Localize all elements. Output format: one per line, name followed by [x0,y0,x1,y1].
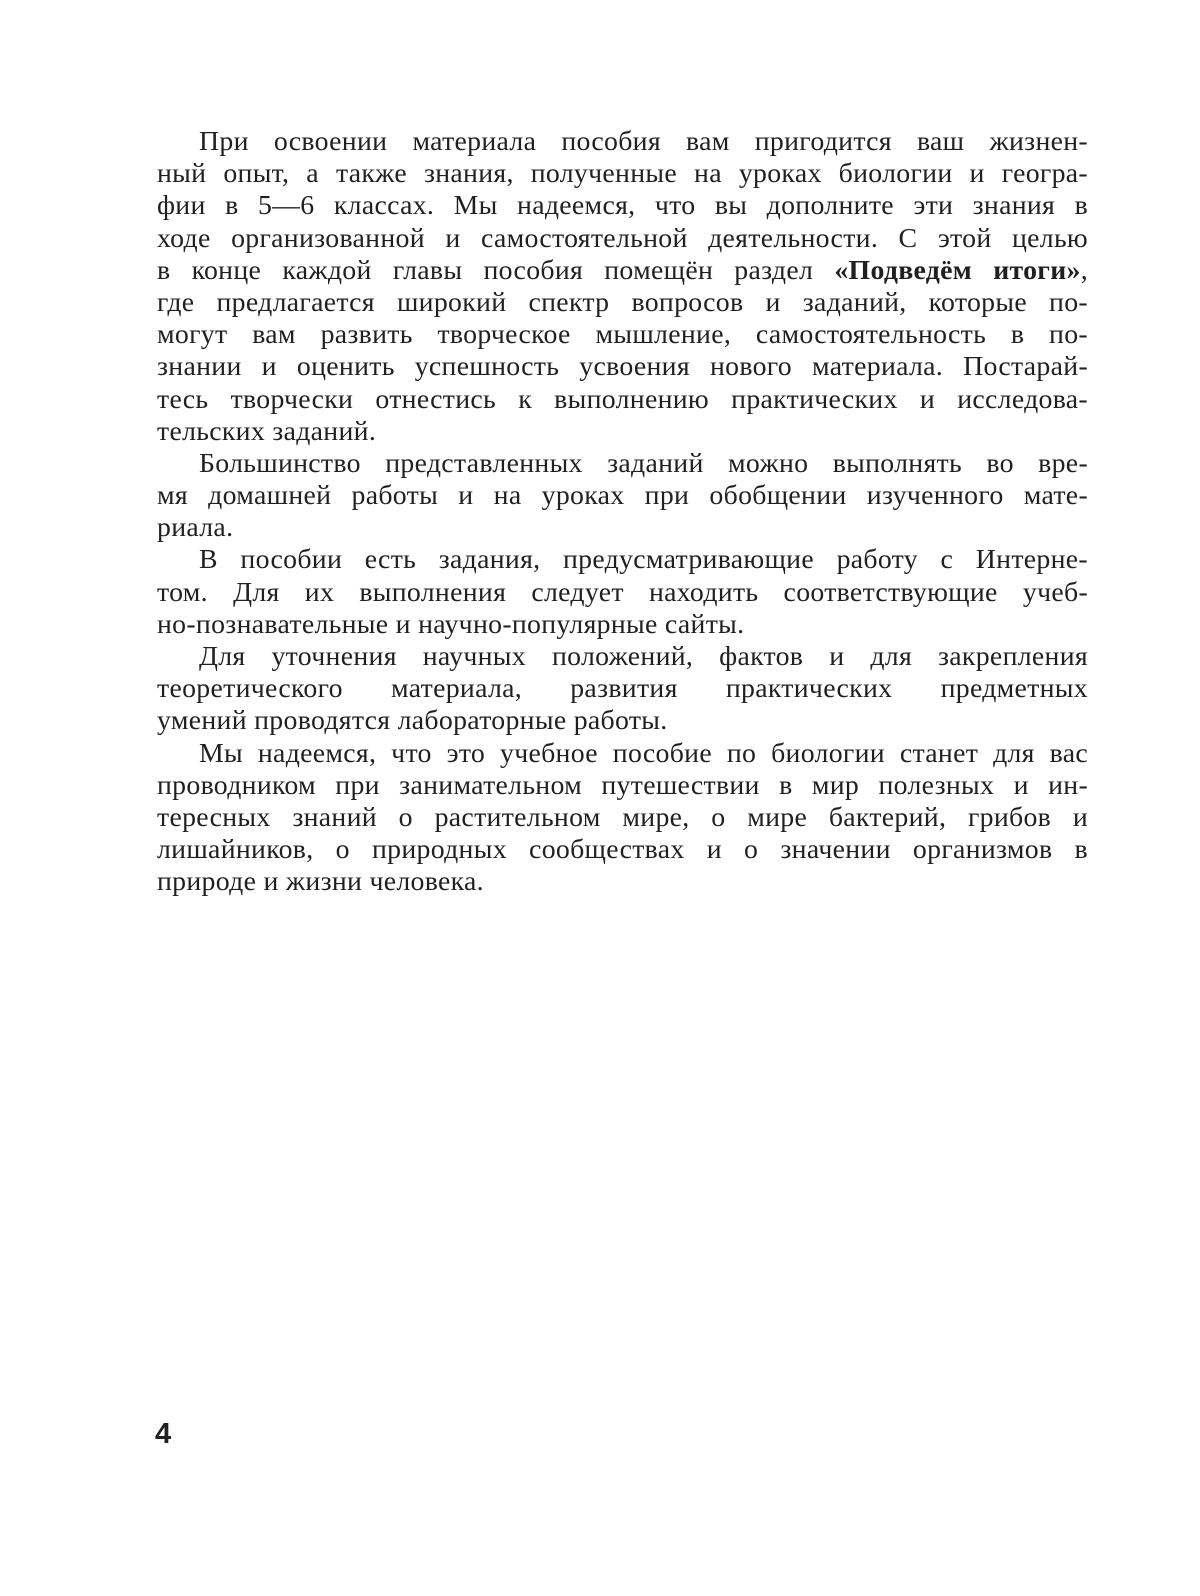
text-line: фии в 5—6 классах. Мы надеемся, что вы дополните эти знания в [157,190,1088,222]
text-line [157,255,1088,287]
text-line: знании и оценить успешность усвоения нового материала. Постарай- [157,351,1088,383]
text-line: умений проводятся лабораторные работы. [157,705,668,737]
text-line: ный опыт, а также знания, полученные на уроках биологии и геогра- [157,158,1088,190]
text-line: природе и жизни человека. [157,866,484,898]
text-line: том. Для их выполнения следует находить соответствующие учеб- [157,576,1088,608]
paragraph [157,448,1088,545]
text-line: В пособии есть задания, предусматривающие работу с Интерне- [199,544,1088,576]
text-run: , [1080,254,1088,286]
text-line: тельских заданий. [157,415,377,447]
paragraph [157,544,1088,641]
page-number: 4 [155,1418,172,1450]
text-line: лишайников, о природных сообществах и о значении организмов в [157,834,1088,866]
paragraph [157,738,1088,899]
body-text [157,126,1088,899]
text-line: проводником при занимательном путешествии в мир полезных и ин- [157,769,1088,801]
text-line: но-познавательные и научно-популярные сайты. [157,608,745,640]
text-line: могут вам развить творческое мышление, самостоятельность в по- [157,319,1088,351]
text-line: риала. [157,512,234,544]
text-line: Большинство представленных заданий можно выполнять во вре- [199,447,1088,479]
section-name-bold: «Подведём итоги» [834,254,1081,286]
text-line: мя домашней работы и на уроках при обобщении изученного мате- [157,480,1088,512]
text-run: в конце каждой главы пособия помещён раздел [157,254,835,286]
text-line: Для уточнения научных положений, фактов и для закрепления [199,641,1088,672]
text-line: При освоении материала пособия вам пригодится ваш жизнен- [199,126,1088,157]
paragraph [157,126,1088,448]
text-line: теоретического материала, развития практических предметных [157,673,1088,705]
text-line: тересных знаний о растительном мире, о мире бактерий, грибов и [157,801,1088,833]
text-line: где предлагается широкий спектр вопросов и заданий, которые по- [157,286,1088,318]
text-line: ходе организованной и самостоятельной деятельности. С этой целью [157,222,1088,254]
text-line: Мы надеемся, что это учебное пособие по биологии станет для вас [199,737,1088,769]
paragraph [157,641,1088,738]
text-line: тесь творчески отнестись к выполнению практических и исследова- [157,383,1088,415]
